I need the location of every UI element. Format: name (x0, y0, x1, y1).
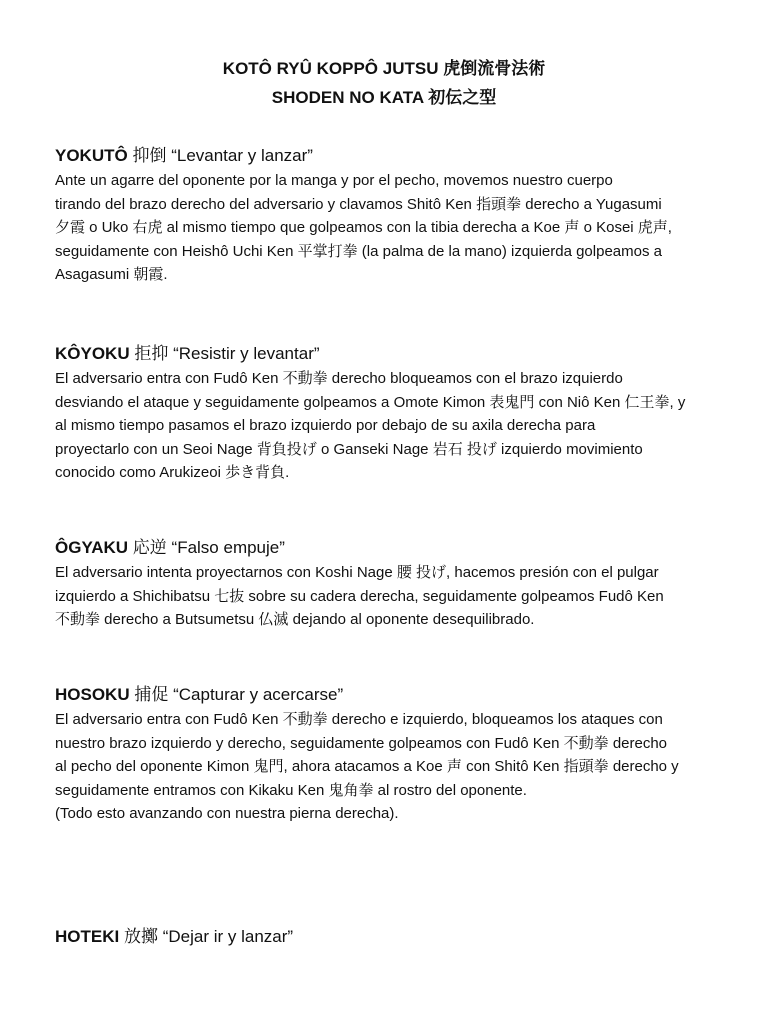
section-term: HOSOKU (55, 685, 130, 704)
body-line: conocido como Arukizeoi 歩き背負. (55, 464, 290, 481)
body-line: El adversario intenta proyectarnos con Koshi Nage 腰 投げ, hacemos presión con el pulgar (55, 564, 659, 581)
body-line: proyectarlo con un Seoi Nage 背負投げ o Ganseki Nage 岩石 投げ izquierdo movimiento (55, 440, 643, 458)
section-yokuto (55, 145, 713, 287)
section-kanji: 捕促 (134, 685, 169, 704)
section-kanji: 放擲 (123, 927, 158, 946)
section-hoteki (55, 926, 713, 950)
section-meaning: “Dejar ir y lanzar” (162, 927, 294, 946)
section-heading (55, 537, 713, 559)
body-line: tirando del brazo derecho del adversario y clavamos Shitô Ken 指頭拳 derecho a Yugasumi (55, 195, 662, 213)
body-line: izquierdo a Shichibatsu 七抜 sobre su cadera derecha, seguidamente golpeamos Fudô Ken (55, 587, 664, 605)
section-term: KÔYOKU (55, 344, 130, 363)
title-line-2: SHODEN NO KATA 初伝之型 (271, 88, 497, 107)
body-line: seguidamente con Heishô Uchi Ken 平掌打拳 (la palma de la mano) izquierda golpeamos a (55, 242, 662, 260)
body-line: desviando el ataque y seguidamente golpeamos a Omote Kimon 表鬼門 con Niô Ken 仁王拳, y (55, 393, 686, 411)
body-line: 夕霞 o Uko 右虎 al mismo tiempo que golpeamos con la tibia derecha a Koe 声 o Kosei 虎声, (55, 219, 672, 236)
section-kanji: 抑倒 (132, 146, 167, 165)
body-line: 不動拳 derecho a Butsumetsu 仏滅 dejando al oponente desequilibrado. (55, 611, 535, 628)
section-heading (55, 684, 713, 706)
body-line: (Todo esto avanzando con nuestra pierna derecha). (55, 805, 399, 822)
document-title (56, 0, 712, 112)
body-line: nuestro brazo izquierdo y derecho, seguidamente golpeamos con Fudô Ken 不動拳 derecho (55, 734, 668, 752)
body-line: Asagasumi 朝霞. (55, 266, 168, 283)
body-line: El adversario entra con Fudô Ken 不動拳 derecho e izquierdo, bloqueamos los ataques con (55, 711, 663, 728)
title-line-1: KOTÔ RYÛ KOPPÔ JUTSU 虎倒流骨法術 (222, 59, 546, 78)
section-meaning: “Falso empuje” (171, 538, 285, 557)
body-line: seguidamente entramos con Kikaku Ken 鬼角拳 al rostro del oponente. (55, 781, 527, 799)
section-heading (55, 926, 713, 948)
section-ogyaku (55, 537, 713, 632)
section-body (55, 169, 713, 287)
section-body (55, 367, 713, 485)
body-line: al mismo tiempo pasamos el brazo izquierdo por debajo de su axila derecha para (55, 417, 596, 434)
section-body (55, 708, 713, 826)
section-kanji: 拒抑 (134, 344, 169, 363)
body-line: al pecho del oponente Kimon 鬼門, ahora atacamos a Koe 声 con Shitô Ken 指頭拳 derecho y (55, 758, 679, 775)
section-meaning: “Resistir y levantar” (173, 344, 320, 363)
section-term: ÔGYAKU (55, 538, 129, 557)
section-meaning: “Capturar y acercarse” (173, 685, 344, 704)
section-heading (55, 343, 713, 365)
body-line: El adversario entra con Fudô Ken 不動拳 derecho bloqueamos con el brazo izquierdo (55, 370, 623, 387)
section-term: YOKUTÔ (55, 146, 128, 165)
section-kanji: 応逆 (132, 538, 167, 557)
section-term: HOTEKI (55, 927, 120, 946)
section-heading (55, 145, 713, 167)
section-koyoku (55, 343, 713, 485)
section-body (55, 561, 713, 632)
section-meaning: “Levantar y lanzar” (171, 146, 313, 165)
body-line: Ante un agarre del oponente por la manga y por el pecho, movemos nuestro cuerpo (55, 172, 613, 189)
section-hosoku (55, 684, 713, 826)
